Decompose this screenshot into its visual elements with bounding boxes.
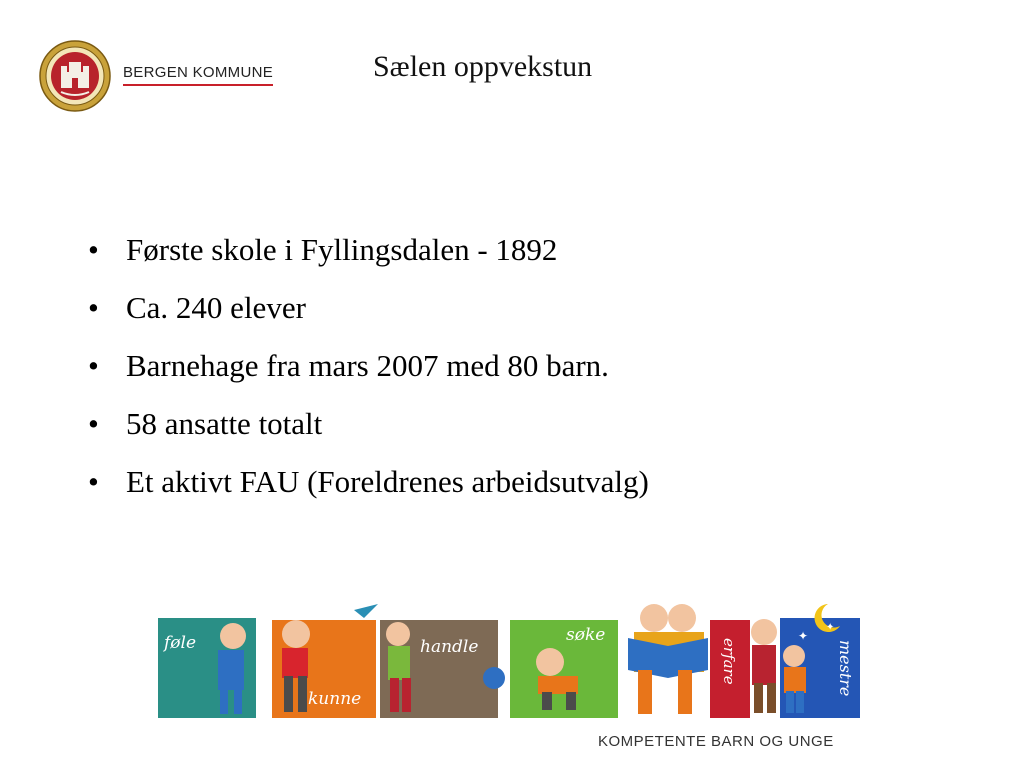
banner-panel-kunne [272,604,378,718]
panel-word: søke [566,625,606,645]
slide-header [0,0,1024,120]
bullet-icon: • [88,348,99,383]
banner-tagline: KOMPETENTE BARN OG UNGE [598,733,834,750]
panel-word: kunne [308,689,362,709]
ball-icon [483,667,505,689]
banner-panel-mestre [751,604,860,718]
child-figure-icon [640,604,668,632]
panel-word: erfare [720,638,738,685]
bullet-icon: • [88,406,99,441]
bullet-icon: • [88,464,99,499]
child-figure-icon [282,620,310,648]
list-item [88,290,649,348]
child-figure-icon [386,622,410,646]
list-item [88,232,649,290]
star-icon: ✦ [798,629,809,643]
slide-title: Sælen oppvekstun [373,50,593,83]
bullet-list [88,232,649,522]
bullet-text: Barnehage fra mars 2007 med 80 barn. [126,348,609,383]
bullet-text: Et aktivt FAU (Foreldrenes arbeidsutvalg) [126,464,649,499]
list-item [88,406,649,464]
child-figure-icon [751,619,777,645]
list-item [88,348,649,406]
bergen-coat-of-arms-icon [39,40,111,112]
bullet-icon: • [88,290,99,325]
bullet-text: Første skole i Fyllingsdalen - 1892 [126,232,558,267]
banner-panel-handle [380,620,505,718]
banner-panel-erfare [628,604,750,718]
bullet-text: 58 ansatte totalt [126,406,323,441]
panel-word: føle [164,633,197,653]
bullet-text: Ca. 240 elever [126,290,306,325]
list-item [88,464,649,522]
panel-word: mestre [836,640,855,697]
banner-panel-soke [510,620,618,718]
child-figure-icon [536,648,564,676]
brand-name: BERGEN KOMMUNE [123,64,273,86]
paper-plane-icon [354,604,378,618]
star-icon: ✦ [826,622,835,633]
panel-word: handle [420,637,479,657]
child-figure-icon [220,623,246,649]
banner-panel-fole [158,618,256,718]
competence-banner [158,600,860,722]
bullet-icon: • [88,232,99,267]
